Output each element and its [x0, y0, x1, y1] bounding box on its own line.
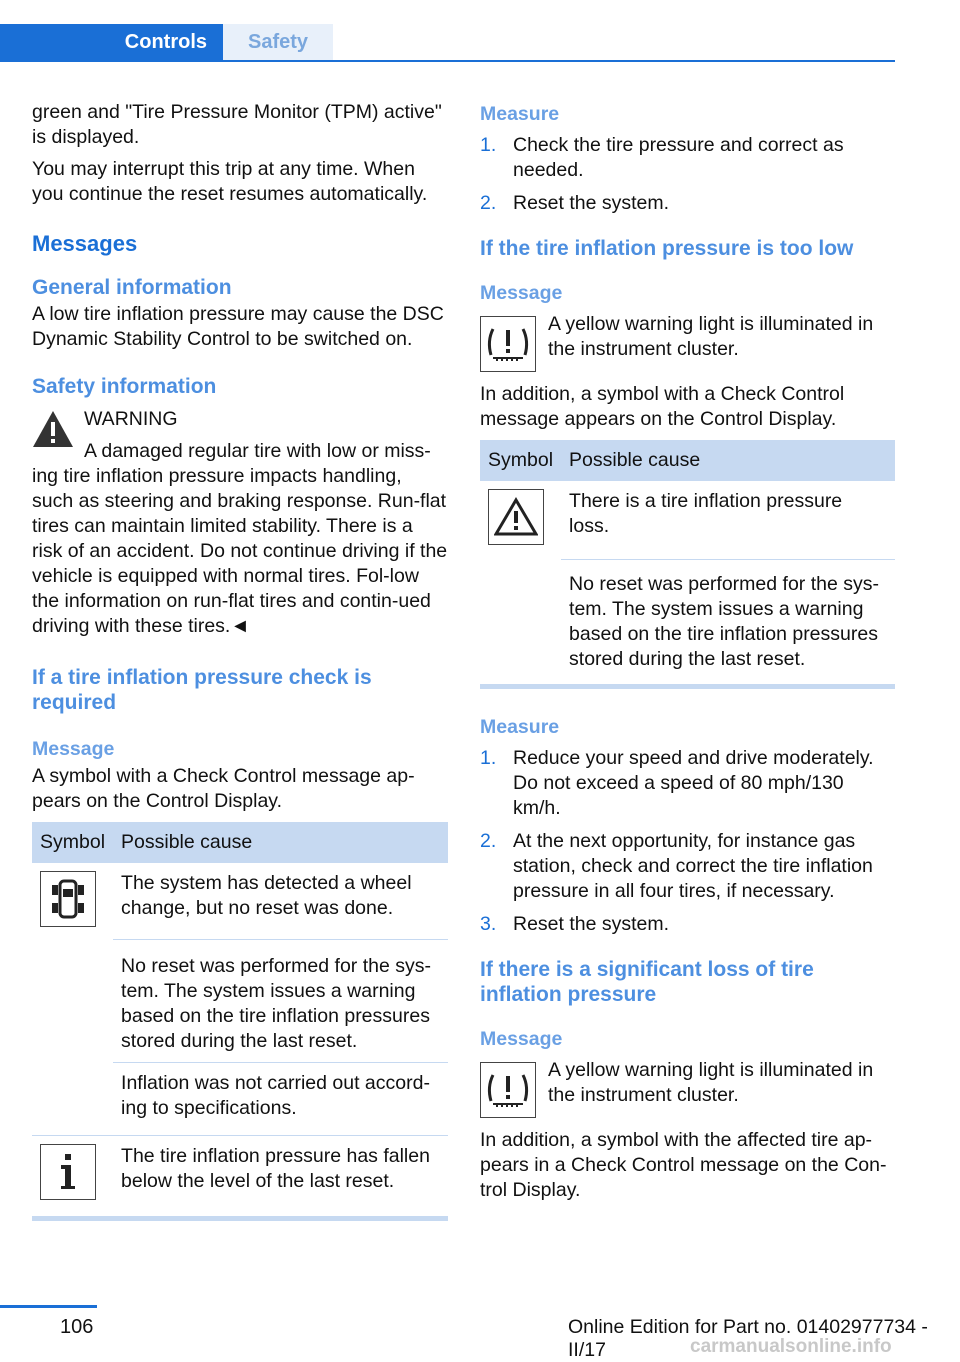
table-row	[32, 1136, 448, 1219]
intro-paragraph-2: You may interrupt this trip at any time. When you continue the reset resumes automatically.	[32, 158, 428, 205]
too-low-addition: In addition, a symbol with a Check Control message appears on the Control Display.	[480, 383, 845, 430]
cause-text: The tire inflation pressure has fallen below the level of the last reset.	[113, 1136, 448, 1219]
cause-text: No reset was performed for the sys‐tem. The system issues a warning based on the tire inflation pressures stored during the last reset.	[561, 560, 895, 687]
yellow-light-text: A yellow warning light is illuminated in the instrument cluster.	[548, 313, 874, 360]
warning-text: A damaged regular tire with low or miss‐ing tire inflation pressure impacts handling, such as steering and braking response. Run-flat tires can maintain limited stability. There is a risk of an accident. Do not continue driving if the vehicle is equipped with normal tires. Fol‐low the information on run-flat tires and contin‐ued driving with these tires.◄	[32, 440, 448, 637]
list-item: 1. Check the tire pressure and correct as needed.	[480, 134, 844, 181]
too-low-heading: If the tire inflation pressure is too low	[480, 237, 854, 260]
cause-text: Inflation was not carried out accord‐ing to specifications.	[113, 1063, 448, 1136]
wheel-change-car-icon	[40, 871, 96, 927]
general-information-heading: General information	[32, 276, 232, 299]
yellow-light-row	[480, 312, 895, 372]
warning-triangle-icon	[32, 409, 74, 449]
intro-paragraph-1: green and "Tire Pressure Monitor (TPM) active" is displayed.	[32, 101, 442, 148]
table-header-row	[480, 440, 895, 481]
col-symbol: Symbol	[480, 440, 561, 481]
col-possible-cause: Possible cause	[561, 440, 895, 481]
measure-label: Measure	[480, 103, 560, 125]
messages-heading: Messages	[32, 231, 138, 256]
right-column	[480, 100, 895, 1210]
message-label: Message	[32, 738, 115, 760]
table-header-row	[32, 822, 448, 863]
edition-text: Online Edition for Part no. 01402977734 - II/17	[568, 1316, 928, 1361]
section-tabs	[0, 24, 895, 62]
page-number: 106	[60, 1316, 94, 1338]
cause-text: No reset was performed for the sys‐tem. The system issues a warning based on the tire inflation pressures stored during the last reset.	[113, 940, 448, 1063]
watermark: carmanualsonline.info	[690, 1336, 892, 1357]
list-item: 2. Reset the system.	[480, 192, 670, 214]
safety-information-heading: Safety information	[32, 375, 217, 398]
footer-divider	[0, 1305, 97, 1308]
tab-controls[interactable]: Controls	[0, 24, 223, 60]
yellow-light-text-2: A yellow warning light is illuminated in the instrument cluster.	[548, 1059, 874, 1106]
info-icon	[40, 1144, 96, 1200]
warning-triangle-icon	[488, 489, 544, 545]
tire-pressure-warning-icon	[480, 1062, 536, 1118]
table-row	[480, 481, 895, 560]
tab-safety[interactable]: Safety	[223, 24, 333, 60]
significant-loss-heading: If there is a significant loss of tire inflation pressure	[480, 958, 814, 1006]
list-item: 2. At the next opportunity, for instance gas station, check and correct the tire inflation pressure in all four tires, if necessary.	[480, 830, 873, 902]
col-possible-cause: Possible cause	[113, 822, 448, 863]
check-required-heading: If a tire inflation pressure check is required	[32, 666, 372, 714]
message-label-2: Message	[480, 1028, 563, 1050]
check-message-text: A symbol with a Check Control message ap‐pears on the Control Display.	[32, 765, 415, 812]
cause-text: There is a tire inflation pressure loss.	[569, 490, 843, 537]
symbol-table-check	[32, 822, 448, 1221]
significant-addition: In addition, a symbol with the affected tire ap‐pears in a Check Control message on the Con‐trol Display.	[480, 1129, 887, 1201]
tire-pressure-warning-icon	[480, 316, 536, 372]
measure-steps-2	[480, 746, 895, 937]
symbol-table-low	[480, 440, 895, 689]
measure-label-2: Measure	[480, 716, 560, 738]
measure-steps	[480, 133, 895, 216]
cause-text: The system has detected a wheel change, but no reset was done.	[121, 872, 412, 919]
warning-block	[32, 407, 448, 639]
warning-title: WARNING	[84, 408, 178, 430]
yellow-light-row-2	[480, 1058, 895, 1118]
message-label: Message	[480, 282, 563, 304]
col-symbol: Symbol	[32, 822, 113, 863]
left-column	[32, 100, 448, 1221]
table-row	[32, 863, 448, 940]
list-item: 3. Reset the system.	[480, 913, 670, 935]
list-item: 1. Reduce your speed and drive moderately. Do not exceed a speed of 80 mph/130 km/h.	[480, 747, 874, 819]
general-information-text: A low tire inflation pressure may cause the DSC Dynamic Stability Control to be switched on.	[32, 303, 444, 350]
